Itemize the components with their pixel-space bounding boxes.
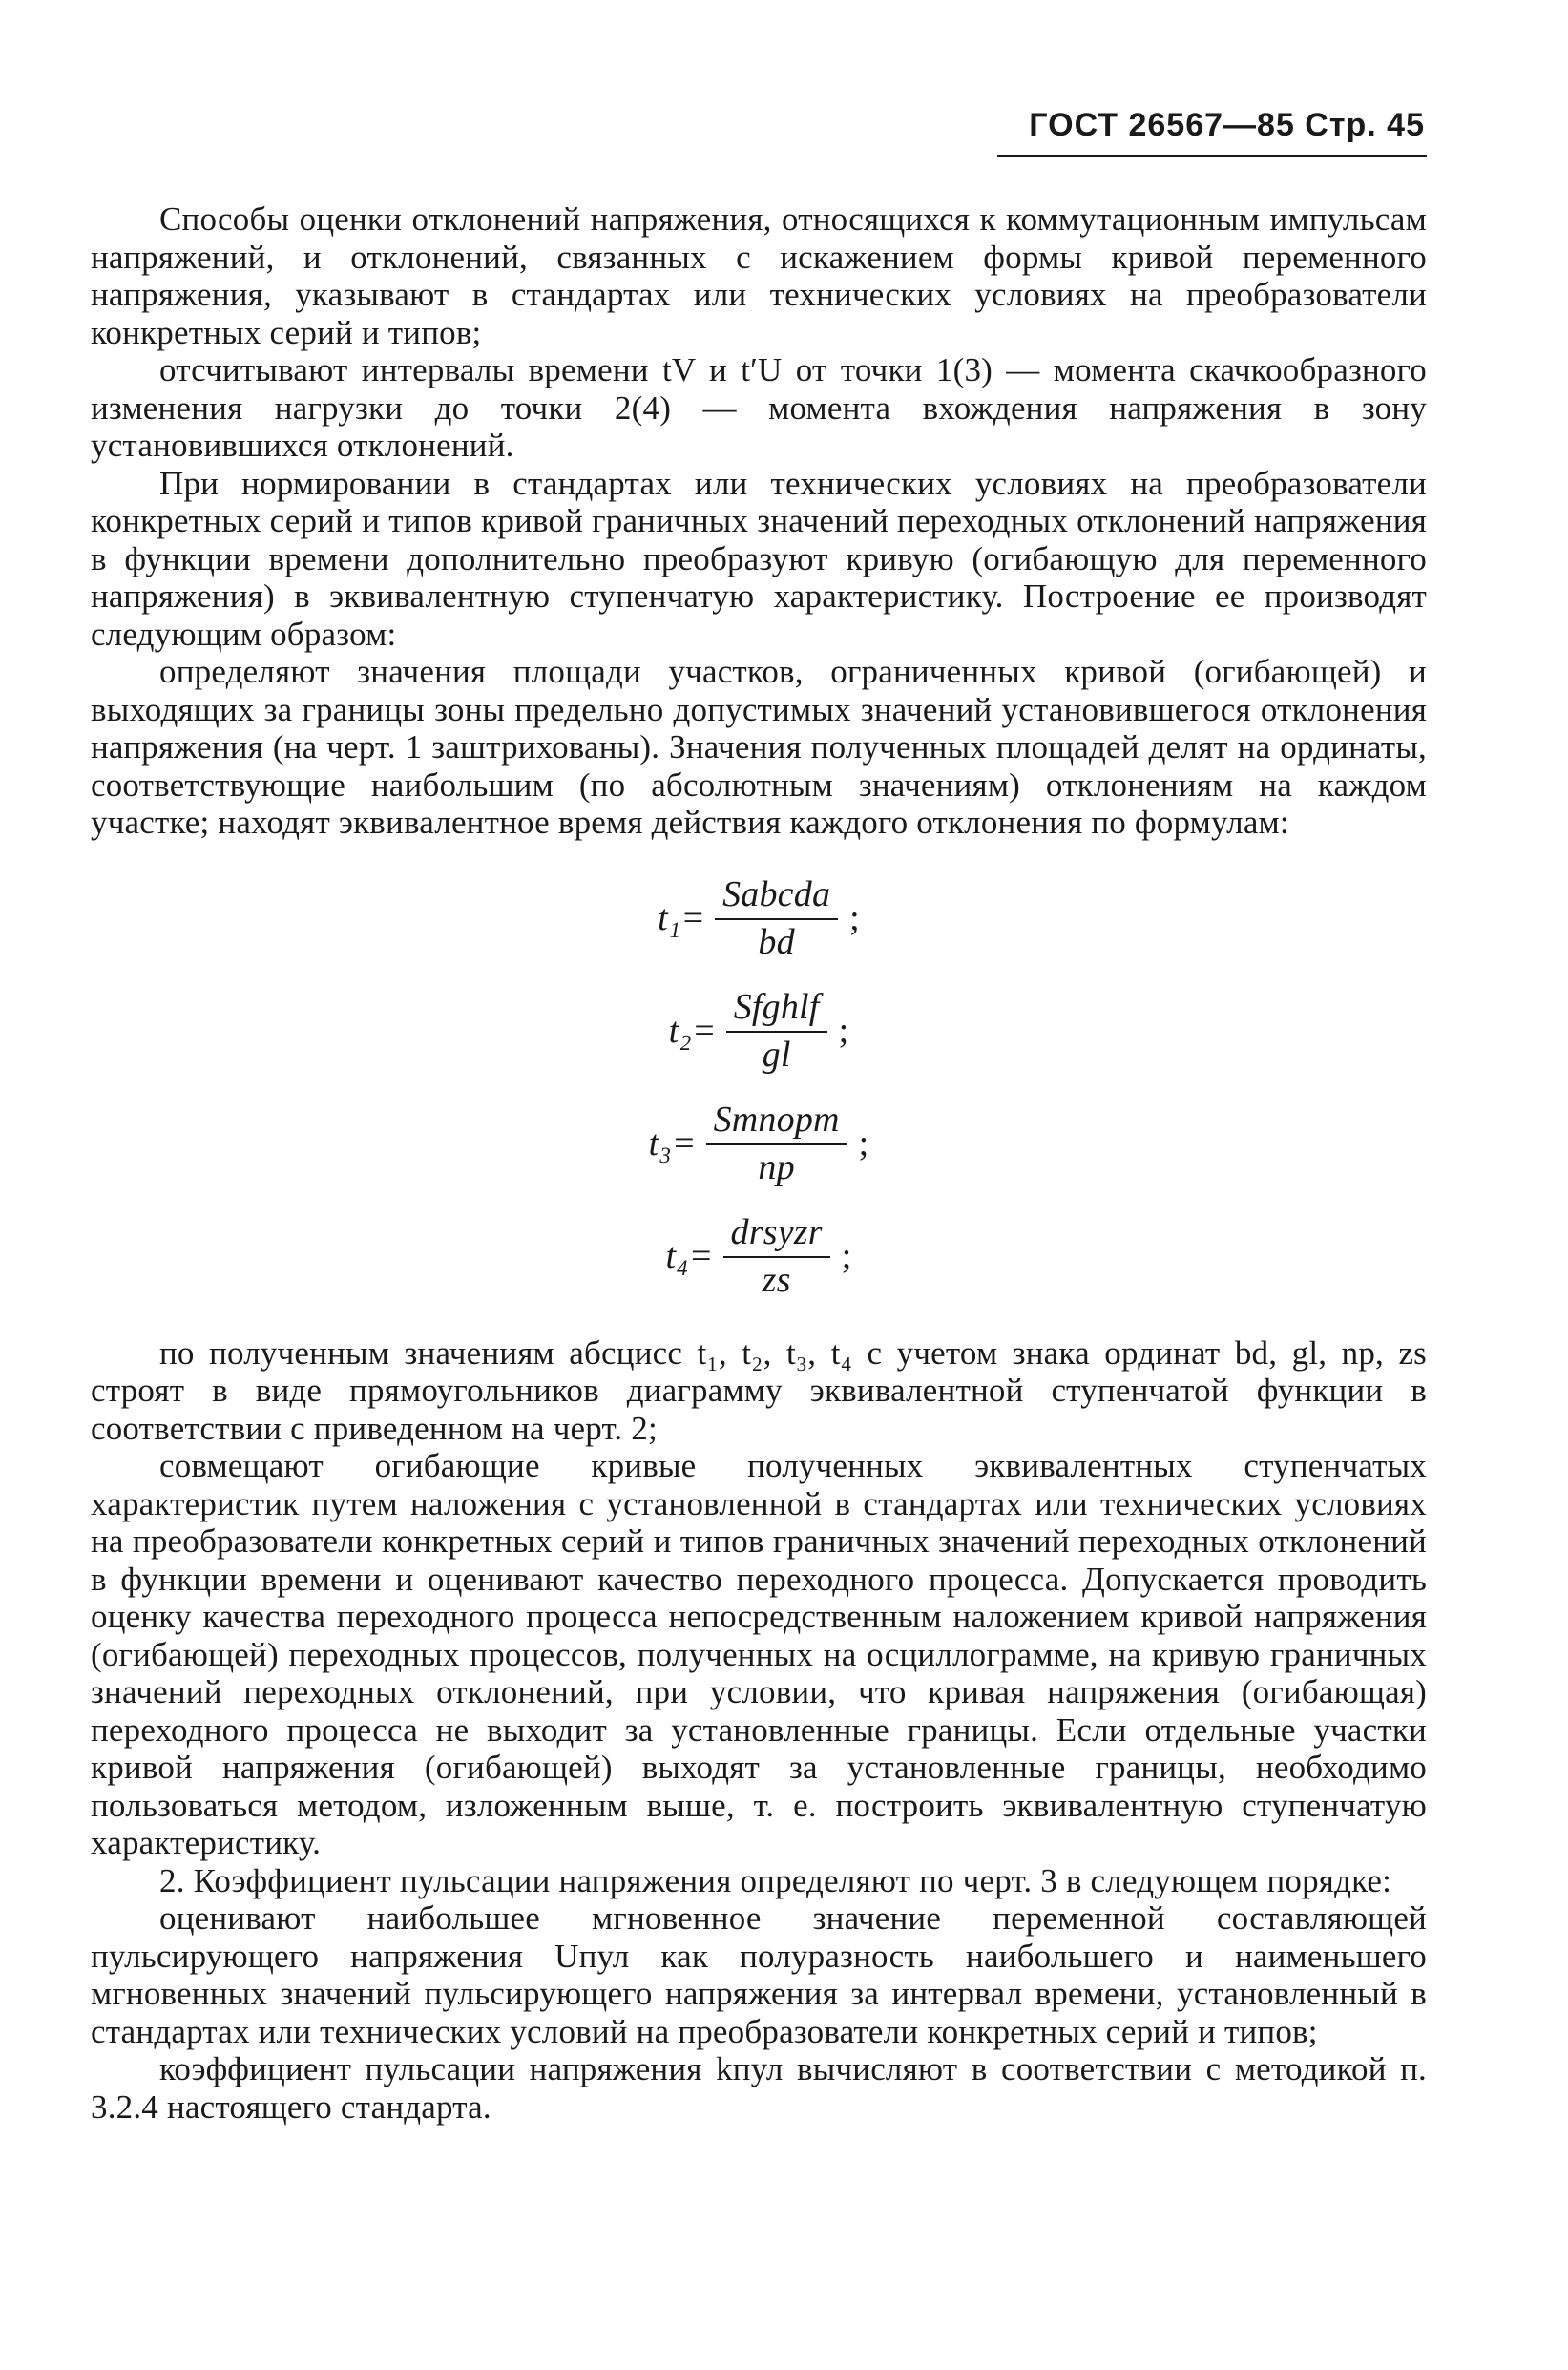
formula-lhs: t₁= xyxy=(658,897,706,938)
paragraph-6: совмещают огибающие кривые полученных эквивалентных ступенчатых характеристик путем наложения с установленной в стандартах или технических условиях на преобразователи конкретных серий и типов граничных значений переходных отклонений в функции времени и оценивают качество переходного процесса. Допускается проводить оценку качества переходного процесса непосредственным наложением кривой напряжения (огибающей) переходных процессов, полученных на осциллограмме, на кривую граничных значений переходных отклонений, при условии, что кривая напряжения (огибающая) переходного процесса не выходит за установленные границы. Если отдельные участки кривой напряжения (огибающей) выходят за установленные границы, необходимо пользоваться методом, изложенным выше, т. е. построить эквивалентную ступенчатую характеристику. xyxy=(91,1447,1427,1861)
formula-t4 xyxy=(91,1201,1427,1313)
formula-lhs: t₄= xyxy=(665,1235,714,1276)
denominator: gl xyxy=(762,1034,791,1075)
numerator: drsyzr xyxy=(723,1214,830,1258)
paragraph-5: по полученным значениям абсцисс t₁, t₂, t₃, t₄ с учетом знака ординат bd, gl, np, zs строят в виде прямоугольников диаграмму эквивалентной ступенчатой функции в соответствии с приведенном на черт. 2; xyxy=(91,1333,1427,1447)
fraction xyxy=(726,989,827,1074)
paragraph-4: определяют значения площади участков, ограниченных кривой (огибающей) и выходящих за границы зоны предельно допустимых значений установившегося отклонения напряжения (на черт. 1 заштрихованы). Значения полученных площадей делят на ординаты, соответствующие наибольшим (по абсолютным значениям) отклонениям на каждом участке; находят эквивалентное время действия каждого отклонения по формулам: xyxy=(91,653,1427,841)
formula-end: ; xyxy=(849,897,860,938)
fraction xyxy=(723,1214,830,1299)
paragraph-1: Способы оценки отклонений напряжения, относящихся к коммутационным импульсам напряжений, и отклонений, связанных с искажением формы кривой переменного напряжения, указывают в стандартах или технических условиях на преобразователи конкретных серий и типов; xyxy=(91,200,1427,351)
numerator: Smnopm xyxy=(706,1101,847,1145)
formula-lhs: t₂= xyxy=(668,1010,717,1051)
denominator: bd xyxy=(758,921,795,962)
header-rule xyxy=(997,155,1427,157)
formula-block xyxy=(91,863,1427,1313)
paragraph-8: оценивают наибольшее мгновенное значение переменной составляющей пульсирующего напряжения Uпул как полуразность наибольшего и наименьшего мгновенных значений пульсирующего напряжения за интервал времени, установленный в стандартах или технических условий на преобразователи конкретных серий и типов; xyxy=(91,1899,1427,2050)
formula-t3 xyxy=(91,1088,1427,1201)
page-header: ГОСТ 26567—85 Стр. 45 xyxy=(1029,107,1425,143)
fraction xyxy=(715,876,838,961)
numerator: Sfghlf xyxy=(726,989,827,1033)
paragraph-7: 2. Коэффициент пульсации напряжения определяют по черт. 3 в следующем порядке: xyxy=(159,1861,1392,1899)
formula-end: ; xyxy=(841,1235,852,1276)
formula-end: ; xyxy=(858,1122,869,1164)
denominator: zs xyxy=(762,1259,791,1300)
numerator: Sabcda xyxy=(715,876,838,920)
denominator: np xyxy=(758,1146,795,1187)
paragraph-3: При нормировании в стандартах или технических условиях на преобразователи конкретных серий и типов кривой граничных значений переходных отклонений напряжения в функции времени дополнительно преобразуют кривую (огибающую для переменного напряжения) в эквивалентную ступенчатую характеристику. Построение ее производят следующим образом: xyxy=(91,464,1427,653)
formula-t2 xyxy=(91,975,1427,1088)
paragraph-9: коэффициент пульсации напряжения kпул вычисляют в соответствии с методикой п. 3.2.4 настоящего стандарта. xyxy=(91,2050,1427,2126)
formula-end: ; xyxy=(838,1010,849,1051)
document-body xyxy=(91,200,1427,2126)
formula-lhs: t₃= xyxy=(648,1122,697,1164)
fraction xyxy=(706,1101,847,1186)
paragraph-2: отсчитывают интервалы времени tV и t′U от точки 1(3) — момента скачкообразного изменения нагрузки до точки 2(4) — момента вхождения напряжения в зону установившихся отклонений. xyxy=(91,351,1427,464)
formula-t1 xyxy=(91,863,1427,975)
